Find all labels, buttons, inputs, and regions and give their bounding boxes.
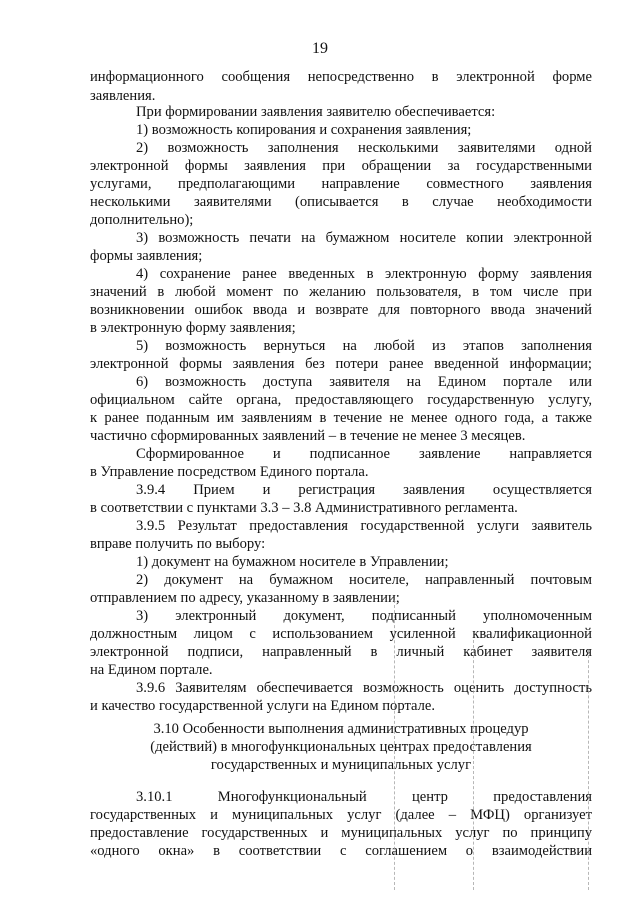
text-line: на Едином портале.: [90, 662, 213, 678]
text-line: должностным лицом с использованием усиленной квалификационной: [90, 626, 592, 642]
text-line: заявления.: [90, 88, 156, 104]
text-line: 2) документ на бумажном носителе, направленный почтовым: [136, 572, 592, 588]
text-line: предоставление государственных и муниципальных услуг по принципу: [90, 825, 592, 841]
text-line: 5) возможность вернуться на любой из этапов заполнения: [136, 338, 592, 354]
text-line: вправе получить по выбору:: [90, 536, 266, 552]
text-line: 4) сохранение ранее введенных в электронную форму заявления: [136, 266, 592, 282]
scan-artifact-line: [473, 640, 474, 890]
text-line: услугами, предполагающими направление совместного заявления: [90, 176, 592, 192]
text-line: 1) документ на бумажном носителе в Управлении;: [136, 554, 449, 570]
text-line: несколькими заявителями (описывается в случае необходимости: [90, 194, 592, 210]
text-line: к ранее поданным им заявлениям в течение не менее одного года, а также: [90, 410, 592, 426]
text-line: государственных и муниципальных услуг (далее – МФЦ) организует: [90, 807, 592, 823]
text-line: возникновении ошибок ввода и возврате для повторного ввода значений: [90, 302, 592, 318]
text-line: 3.10.1 Многофункциональный центр предоставления: [136, 789, 592, 805]
text-line: электронной формы заявления при обращении за государственными: [90, 158, 592, 174]
text-line: в Управление посредством Единого портала.: [90, 464, 369, 480]
text-line: 3.9.5 Результат предоставления государственной услуги заявитель: [136, 518, 592, 534]
text-line: (действий) в многофункциональных центрах предоставления: [150, 739, 532, 755]
text-line: официальном сайте органа, предоставляющего государственную услугу,: [90, 392, 592, 408]
page-number: 19: [312, 40, 328, 57]
text-line: 3) возможность печати на бумажном носителе копии электронной: [136, 230, 592, 246]
text-line: формы заявления;: [90, 248, 203, 264]
text-line: государственных и муниципальных услуг: [210, 757, 472, 773]
scan-artifact-line: [394, 600, 395, 890]
text-line: электронной подписи, направленный в личный кабинет заявителя: [90, 644, 592, 660]
text-line: отправлением по адресу, указанному в заявлении;: [90, 590, 400, 606]
text-line: При формировании заявления заявителю обеспечивается:: [136, 104, 496, 120]
text-line: Сформированное и подписанное заявление направляется: [136, 446, 592, 462]
text-line: в соответствии с пунктами 3.3 – 3.8 Административного регламента.: [90, 500, 518, 516]
text-line: 3.10 Особенности выполнения административных процедур: [153, 721, 529, 737]
text-line: значений в любой момент по желанию пользователя, в том числе при: [90, 284, 592, 300]
text-line: частично сформированных заявлений – в течение не менее 3 месяцев.: [90, 428, 526, 444]
scan-artifact-line: [588, 650, 589, 890]
text-line: 3.9.6 Заявителям обеспечивается возможность оценить доступность: [136, 680, 592, 696]
text-line: дополнительно);: [90, 212, 194, 228]
text-line: 3) электронный документ, подписанный уполномоченным: [136, 608, 592, 624]
text-line: 6) возможность доступа заявителя на Едином портале или: [136, 374, 592, 390]
text-line: «одного окна» в соответствии с соглашением о взаимодействии: [90, 843, 592, 859]
text-line: 3.9.4 Прием и регистрация заявления осуществляется: [136, 482, 592, 498]
text-line: в электронную форму заявления;: [90, 320, 296, 336]
text-line: электронной формы заявления без потери ранее введенной информации;: [90, 356, 592, 372]
text-line: информационного сообщения непосредственно в электронной форме: [90, 69, 592, 85]
text-line: 2) возможность заполнения несколькими заявителями одной: [136, 140, 592, 156]
text-line: и качество государственной услуги на Едином портале.: [90, 698, 436, 714]
text-line: 1) возможность копирования и сохранения заявления;: [136, 122, 472, 138]
